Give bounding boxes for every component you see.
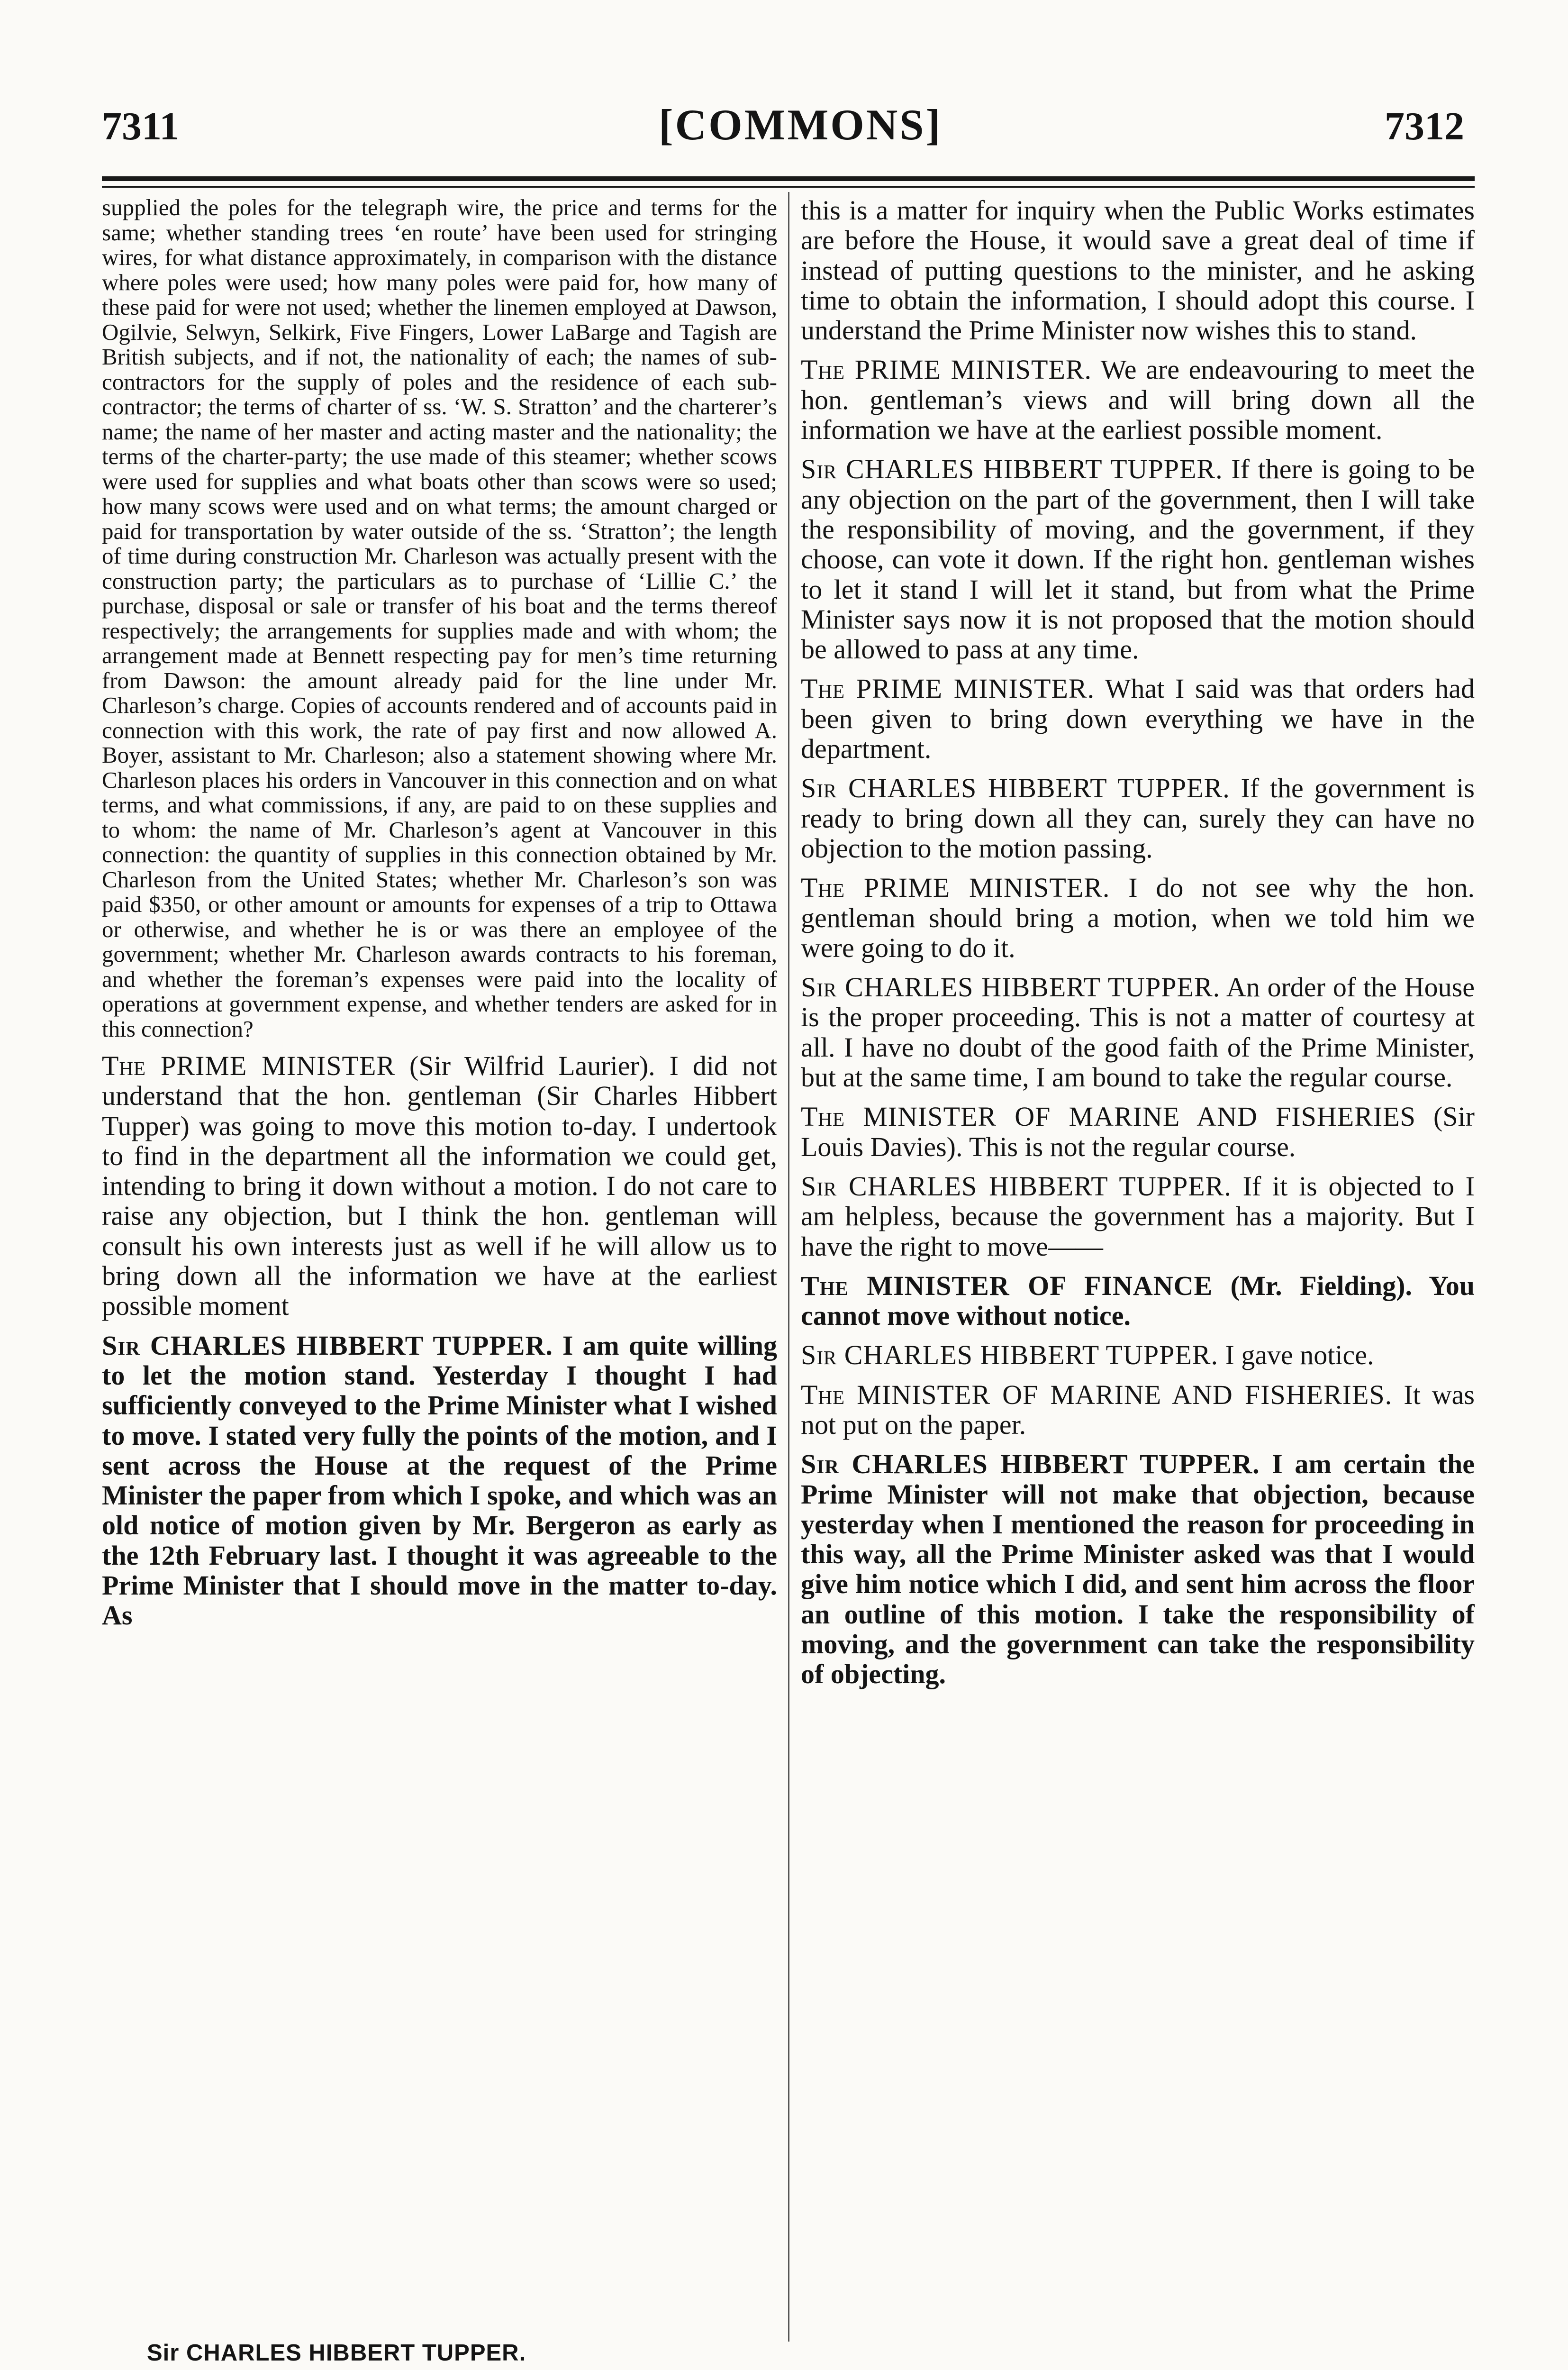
speech-text: I am certain the Prime Minister will not make that objection, because yesterday when I mentioned the reason for proceeding in this way, all the Prime Minister asked was that I would give him notice which I did, and sent him across the floor an outline of this motion. I take the responsibility of moving, and the government can take the responsibility of objecting. <box>801 1449 1475 1690</box>
speech-text: I am quite willing to let the motion stand. Yesterday I thought I had sufficiently conveyed to the Prime Minister what I wished to move. I stated very fully the points of the motion, and I sent across the House at the request of the Prime Minister the paper from which I spoke, and which was an old notice of motion given by Mr. Bergeron as early as the 12th February last. I thought it was agreeable to the Prime Minister that I should move in the matter to-day. As <box>102 1330 777 1631</box>
speech-text: If there is going to be any objection on the part of the government, then I will take the responsibility of moving, and the government, if they choose, can vote it down. If the right hon. gentleman wishes to let it stand I will let it stand, but from what the Prime Minister says now it is not proposed that the motion should be allowed to pass at any time. <box>801 454 1475 665</box>
speech-paragraph <box>801 355 1475 445</box>
speaker-name: Sir CHARLES HIBBERT TUPPER. <box>801 972 1221 1003</box>
speech-text: An order of the House is the proper proceeding. This is not a matter of courtesy at all. I have no doubt of the good faith of the Prime Minister, but at the same time, I am bound to take the regular course. <box>801 972 1475 1093</box>
speech-text: What I said was that orders had been given to bring down everything we have in the department. <box>801 673 1475 765</box>
motion-text: supplied the poles for the telegraph wire, the price and terms for the same; whether standing trees ‘en route’ have been used for stringing wires, for what distance approximately, in comparison with the distance where poles were used; how many poles were paid for, how many of these paid for were not used; whether the linemen employed at Dawson, Ogilvie, Selwyn, Selkirk, Five Fingers, Lower LaBarge and Tagish are British subjects, and if not, the nationality of each; the names of sub-contractors for the supply of poles and the residence of each sub-contractor; the terms of charter of ss. ‘W. S. Stratton’ and the charterer’s name; the name of her master and acting master and the nationality; the terms of the charter-party; the use made of this steamer; whether scows were used for supplies and what boats other than scows were so used; how many scows were used and on what terms; the amount charged or paid for transportation by water outside of the ss. ‘Stratton’; the length of time during construction Mr. Charleson was actually present with the construction party; the particulars as to purchase of ‘Lillie C.’ the purchase, disposal or sale or transfer of his boat and the terms thereof respectively; the arrangements for supplies made and with whom; the arrangement made at Bennett respecting pay for men’s time returning from Dawson: the amount already paid for the line under Mr. Charleson’s charge. Copies of accounts rendered and of accounts paid in connection with this work, the rate of pay first and now allowed A. Boyer, assistant to Mr. Charleson; also a statement showing where Mr. Charleson places his orders in Vancouver in this connection and on what terms, and what commissions, if any, are paid to on these supplies and to whom: the name of Mr. Charleson’s agent at Vancouver in this connection: the quantity of supplies in this connection obtained by Mr. Charleson from the United States; whether Mr. Charleson’s son was paid $350, or other amount or amounts for expenses of a trip to Ottawa or otherwise, and whether he is or was there an employee of the government; whether Mr. Charleson awards contracts to his foreman, and whether the foreman’s expenses were paid into the locality of operations at government expense, and whether tenders are asked for in this connection? <box>102 195 777 1042</box>
speech-text: It was not put on the paper. <box>801 1379 1475 1440</box>
speech-text: (Sir Louis Davies). This is not the regular course. <box>801 1101 1475 1162</box>
speaker-name: The MINISTER OF MARINE AND FISHERIES. <box>801 1379 1393 1410</box>
left-column <box>102 195 777 1640</box>
speech-paragraph <box>801 1271 1475 1331</box>
speaker-name: The PRIME MINISTER. <box>801 354 1092 385</box>
section-title: [COMMONS] <box>659 100 943 149</box>
speaker-name: Sir CHARLES HIBBERT TUPPER. <box>801 1340 1218 1371</box>
speech-paragraph <box>801 674 1475 764</box>
speech-text: If it is objected to I am helpless, because the government has a majority. But I have the right to move—— <box>801 1170 1475 1262</box>
speech-paragraph <box>102 1051 777 1321</box>
speech-text: If the government is ready to bring down all they can, surely they can have no objection to the motion passing. <box>801 773 1475 864</box>
speaker-name: The PRIME MINISTER. <box>801 673 1095 704</box>
speaker-name: The MINISTER OF FINANCE <box>801 1270 1213 1301</box>
speech-paragraph <box>801 873 1475 963</box>
header-rule-thin <box>102 186 1475 188</box>
speech-paragraph: this is a matter for inquiry when the Public Works estimates are before the House, it would save a great deal of time if instead of putting questions to the minister, and he asking time to obtain the information, I should adopt this course. I understand the Prime Minister now wishes this to stand. <box>801 195 1475 346</box>
speech-paragraph <box>801 1380 1475 1440</box>
right-column <box>801 195 1475 1699</box>
continued-speaker: Sir CHARLES HIBBERT TUPPER. <box>147 2340 526 2366</box>
header-rule-thick <box>102 176 1475 181</box>
speech-text: (Sir Wilfrid Laurier). I did not understand that the hon. gentleman (Sir Charles Hibbert Tupper) was going to move this motion to-day. I undertook to find in the department all the information we could get, intending to bring it down without a motion. I do not care to raise any objection, but I think the hon. gentleman will consult his own interests just as well if he will allow us to bring down all the information we have at the earliest possible moment <box>102 1050 777 1322</box>
speaker-name: The PRIME MINISTER <box>102 1050 396 1081</box>
speaker-name: Sir CHARLES HIBBERT TUPPER. <box>102 1330 553 1361</box>
column-divider <box>788 192 789 2342</box>
speech-text: We are endeavouring to meet the hon. gentleman’s views and will bring down all the information we have at the earliest possible moment. <box>801 354 1475 446</box>
speech-text: (Mr. Fielding). You cannot move without notice. <box>801 1270 1475 1331</box>
speech-paragraph <box>801 1102 1475 1162</box>
page-number-left: 7311 <box>102 104 180 148</box>
speaker-name: Sir CHARLES HIBBERT TUPPER. <box>801 454 1223 485</box>
speech-paragraph <box>801 1340 1475 1370</box>
speech-paragraph <box>801 454 1475 664</box>
speech-paragraph <box>102 1331 777 1631</box>
speaker-name: The MINISTER OF MARINE AND FISHERIES <box>801 1101 1416 1132</box>
page-header <box>0 0 1568 156</box>
speaker-name: The PRIME MINISTER. <box>801 872 1110 903</box>
speaker-name: Sir CHARLES HIBBERT TUPPER. <box>801 1449 1260 1480</box>
page-number-right: 7312 <box>1385 104 1464 148</box>
speech-paragraph <box>801 1171 1475 1261</box>
speech-paragraph <box>801 773 1475 863</box>
speech-paragraph <box>801 972 1475 1092</box>
speech-paragraph <box>801 1449 1475 1689</box>
speech-text: I gave notice. <box>1218 1340 1374 1371</box>
speaker-name: Sir CHARLES HIBBERT TUPPER. <box>801 1170 1232 1202</box>
speaker-name: Sir CHARLES HIBBERT TUPPER. <box>801 773 1230 804</box>
speech-text: I do not see why the hon. gentleman should bring a motion, when we told him we were going to do it. <box>801 872 1475 963</box>
